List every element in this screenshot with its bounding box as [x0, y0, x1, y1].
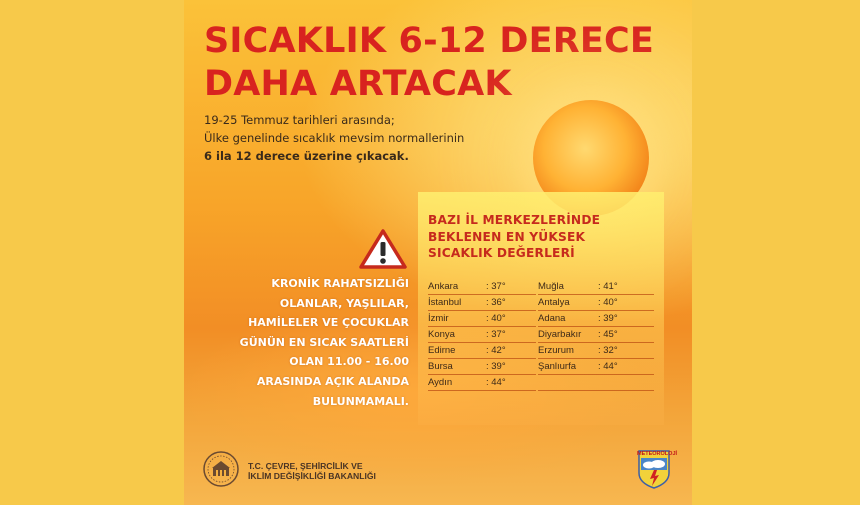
- city-name: Edirne: [428, 345, 456, 356]
- temperature-row: [538, 279, 654, 295]
- city-name: Diyarbakır: [538, 329, 582, 340]
- temperature-row: [428, 375, 536, 391]
- poster: [184, 0, 692, 505]
- temperature-value: : 37°: [486, 329, 506, 340]
- city-name: Şanlıurfa: [538, 361, 577, 372]
- temperature-row: [428, 327, 536, 343]
- headline: [204, 20, 654, 106]
- city-name: Ankara: [428, 281, 459, 292]
- temperature-panel: [418, 192, 664, 425]
- meteoroloji-logo: [637, 449, 678, 489]
- temperature-value: : 40°: [486, 313, 506, 324]
- temperature-value: : 41°: [598, 281, 618, 292]
- temperature-row: [538, 327, 654, 343]
- temperature-row: [538, 375, 654, 391]
- city-name: Antalya: [538, 297, 570, 308]
- headline-line-1: SICAKLIK 6-12 DERECE: [204, 21, 654, 61]
- panel-title-line-2: BEKLENEN EN YÜKSEK: [428, 229, 586, 244]
- ministry-name: [248, 461, 376, 481]
- temperature-value: : 36°: [486, 297, 506, 308]
- temperature-row: [428, 359, 536, 375]
- headline-line-2: DAHA ARTACAK: [204, 64, 512, 104]
- temperature-value: : 42°: [486, 345, 506, 356]
- temperature-row: [428, 343, 536, 359]
- warning-icon: [359, 229, 407, 269]
- temperature-row: [538, 295, 654, 311]
- ministry-logo: [202, 450, 240, 488]
- city-name: Erzurum: [538, 345, 574, 356]
- temperature-row: [428, 295, 536, 311]
- temperature-value: : 45°: [598, 329, 618, 340]
- panel-title-line-3: SICAKLIK DEĞERLERİ: [428, 246, 575, 260]
- city-name: İzmir: [428, 313, 449, 324]
- ministry-name-line-1: T.C. ÇEVRE, ŞEHİRCİLİK VE: [248, 461, 363, 471]
- health-advice: [214, 274, 409, 411]
- panel-title-line-1: BAZI İL MERKEZLERİNDE: [428, 213, 601, 227]
- intro-line-2: Ülke genelinde sıcaklık mevsim normallerinin: [204, 131, 465, 145]
- intro-line-3: 6 ila 12 derece üzerine çıkacak.: [204, 149, 409, 163]
- temperature-row: [538, 311, 654, 327]
- advice-line: HAMİLELER VE ÇOCUKLAR: [248, 316, 409, 330]
- city-name: Muğla: [538, 281, 564, 292]
- advice-line: BULUNMAMALI.: [312, 394, 409, 408]
- temperature-value: : 40°: [598, 297, 618, 308]
- intro-line-1: 19-25 Temmuz tarihleri arasında;: [204, 113, 395, 127]
- advice-line: ARASINDA AÇIK ALANDA: [256, 374, 409, 388]
- temperature-list-left: [428, 279, 536, 391]
- temperature-row: [538, 343, 654, 359]
- temperature-row: [428, 311, 536, 327]
- temperature-list-right: [538, 279, 654, 391]
- temperature-value: : 39°: [486, 361, 506, 372]
- advice-line: OLAN 11.00 - 16.00: [289, 355, 409, 369]
- city-name: Adana: [538, 313, 566, 324]
- temperature-row: [428, 279, 536, 295]
- intro-text: [204, 111, 534, 165]
- advice-line: GÜNÜN EN SICAK SAATLERİ: [239, 335, 409, 349]
- city-name: Konya: [428, 329, 455, 340]
- temperature-value: : 44°: [486, 377, 506, 388]
- temperature-value: : 39°: [598, 313, 618, 324]
- meteoroloji-label: METEOROLOJİ: [637, 451, 678, 457]
- temperature-value: : 32°: [598, 345, 618, 356]
- city-name: İstanbul: [428, 297, 462, 308]
- ministry-name-line-2: İKLİM DEĞİŞİKLİĞİ BAKANLIĞI: [248, 471, 376, 481]
- city-name: Bursa: [428, 361, 453, 372]
- temperature-row: [538, 359, 654, 375]
- city-name: Aydın: [428, 377, 453, 388]
- temperature-value: : 37°: [486, 281, 506, 292]
- advice-line: KRONİK RAHATSIZLIĞI: [271, 277, 409, 290]
- panel-title: [428, 212, 600, 262]
- temperature-value: : 44°: [598, 361, 618, 372]
- advice-line: OLANLAR, YAŞLILAR,: [279, 296, 409, 310]
